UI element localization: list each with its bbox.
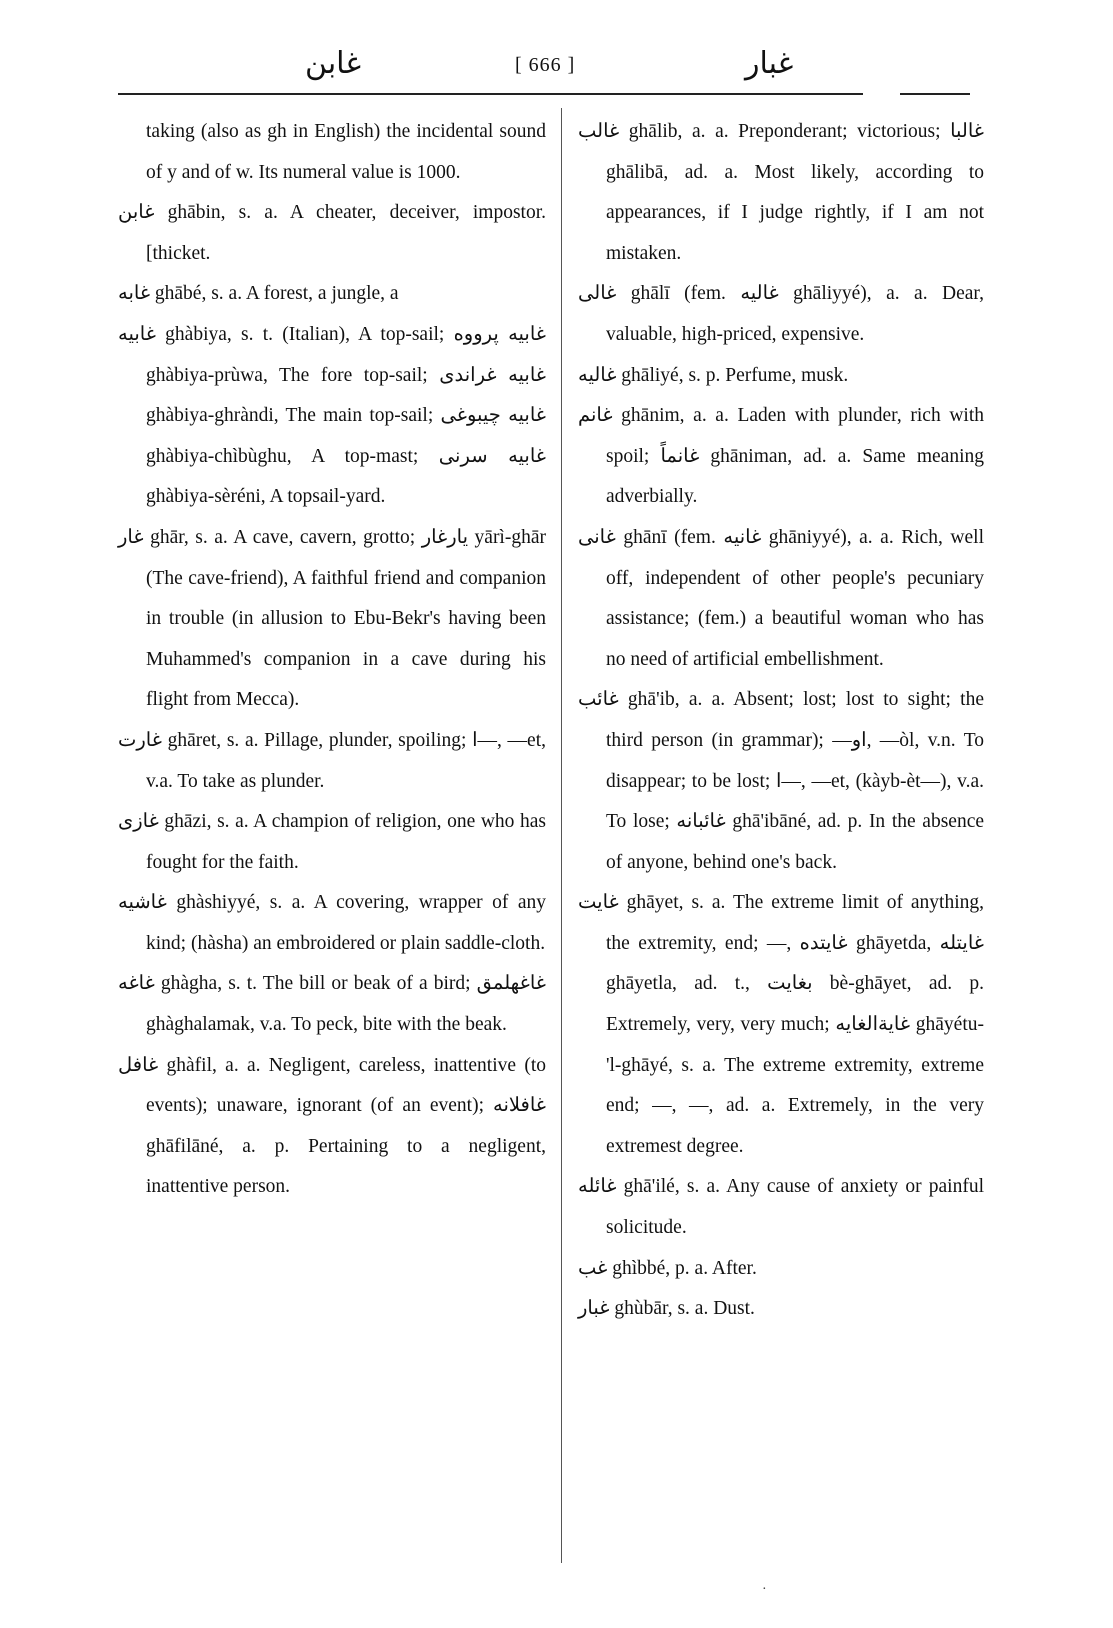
header-right-catchword: غبار: [745, 46, 794, 81]
column-divider: [561, 108, 562, 1563]
dictionary-entry: غائله ghā'ilé, s. a. Any cause of anxiety or painful solicitude.: [578, 1176, 984, 1239]
header-rule: [118, 93, 863, 95]
dictionary-entry: غالی ghālī (fem. غالیه ghāliyyé), a. a. Dear, valuable, high-priced, expensive.: [578, 283, 984, 345]
dictionary-entry: غابن ghābin, s. a. A cheater, deceiver, impostor. [thicket.: [118, 202, 546, 264]
dictionary-entry: غایت ghāyet, s. a. The extreme limit of anything, the extremity, end; —, غایتده ghāyetda, غایتله ghāyetla, ad. t., بغایت bè-ghāyet, ad. p. Extremely, very, very much; غایةالغایه ghāyétu-'l-ghāyé, s. a. The extreme extremity, extreme end; —, —, ad. a. Extremely, in the very extremest degree.: [578, 892, 984, 1157]
dictionary-entry: غار ghār, s. a. A cave, cavern, grotto; یارغار yārì-ghār (The cave-friend), A faithful friend and companion in trouble (in allusion to Ebu-Bekr's having been Muhammed's companion in a cave during his flight from Mecca).: [118, 526, 546, 711]
right-column: [578, 112, 984, 1330]
dictionary-entry: غائب ghā'ib, a. a. Absent; lost; lost to sight; the third person (in grammar); —او, —òl, v.n. To disappear; to be lost; ا—, —et, (kàyb-èt—), v.a. To lose; غائبانه ghā'ibāné, ad. p. In the absence of anyone, behind one's back.: [578, 689, 984, 873]
dictionary-entry: غب ghìbbé, p. a. After.: [578, 1257, 757, 1279]
page-number: [ 666 ]: [515, 54, 576, 76]
dictionary-entry: غالب ghālib, a. a. Preponderant; victorious; غالبا ghālibā, ad. a. Most likely, according to appearances, if I judge rightly, if I am not mistaken.: [578, 121, 984, 264]
dictionary-entry: غاشیه ghàshiyyé, s. a. A covering, wrapper of any kind; (hàsha) an embroidered or plain saddle-cloth.: [118, 892, 546, 954]
dictionary-entry: غبار ghùbār, s. a. Dust.: [578, 1298, 755, 1320]
header-left-catchword: غابن: [305, 46, 362, 81]
dictionary-entry: غانی ghānī (fem. غانیه ghāniyyé), a. a. Rich, well off, independent of other people's pecuniary assistance; (fem.) a beautiful woman who has no need of artificial embellishment.: [578, 526, 984, 670]
dictionary-entry: غالیه ghāliyé, s. p. Perfume, musk.: [578, 364, 849, 386]
print-mark: ·: [762, 1582, 767, 1597]
dictionary-entry: غابیه ghàbiya, s. t. (Italian), A top-sail; غابیه پرووه ghàbiya-prùwa, The fore top-sail; غابیه غراندی ghàbiya-ghràndi, The main top-sail; غابیه چیبوغی ghàbiya-chìbùghu, A top-mast; غابیه سرنی ghàbiya-sèréni, A topsail-yard.: [118, 323, 546, 508]
header-rule-right: [900, 93, 970, 95]
left-column: [118, 112, 546, 1208]
dictionary-entry: غازی ghāzi, s. a. A champion of religion, one who has fought for the faith.: [118, 811, 546, 873]
dictionary-entry: غافل ghàfil, a. a. Negligent, careless, inattentive (to events); unaware, ignorant (of an event); غافلانه ghāfilāné, a. p. Pertaining to a negligent, inattentive person.: [118, 1054, 546, 1198]
dictionary-entry: غارت ghāret, s. a. Pillage, plunder, spoiling; ا—, —et, v.a. To take as plunder.: [118, 729, 546, 792]
dictionary-entry: غابه ghābé, s. a. A forest, a jungle, a: [118, 283, 399, 305]
dictionary-entry: غانم ghānim, a. a. Laden with plunder, rich with spoil; غانماً ghāniman, ad. a. Same meaning adverbially.: [578, 405, 984, 508]
dictionary-entry: taking (also as gh in English) the incidental sound of y and of w. Its numeral value is 1000.: [146, 121, 546, 183]
dictionary-entry: غاغه ghàgha, s. t. The bill or beak of a bird; غاغهلمق ghàghalamak, v.a. To peck, bite with the beak.: [118, 973, 546, 1036]
page-header: [0, 40, 1113, 100]
